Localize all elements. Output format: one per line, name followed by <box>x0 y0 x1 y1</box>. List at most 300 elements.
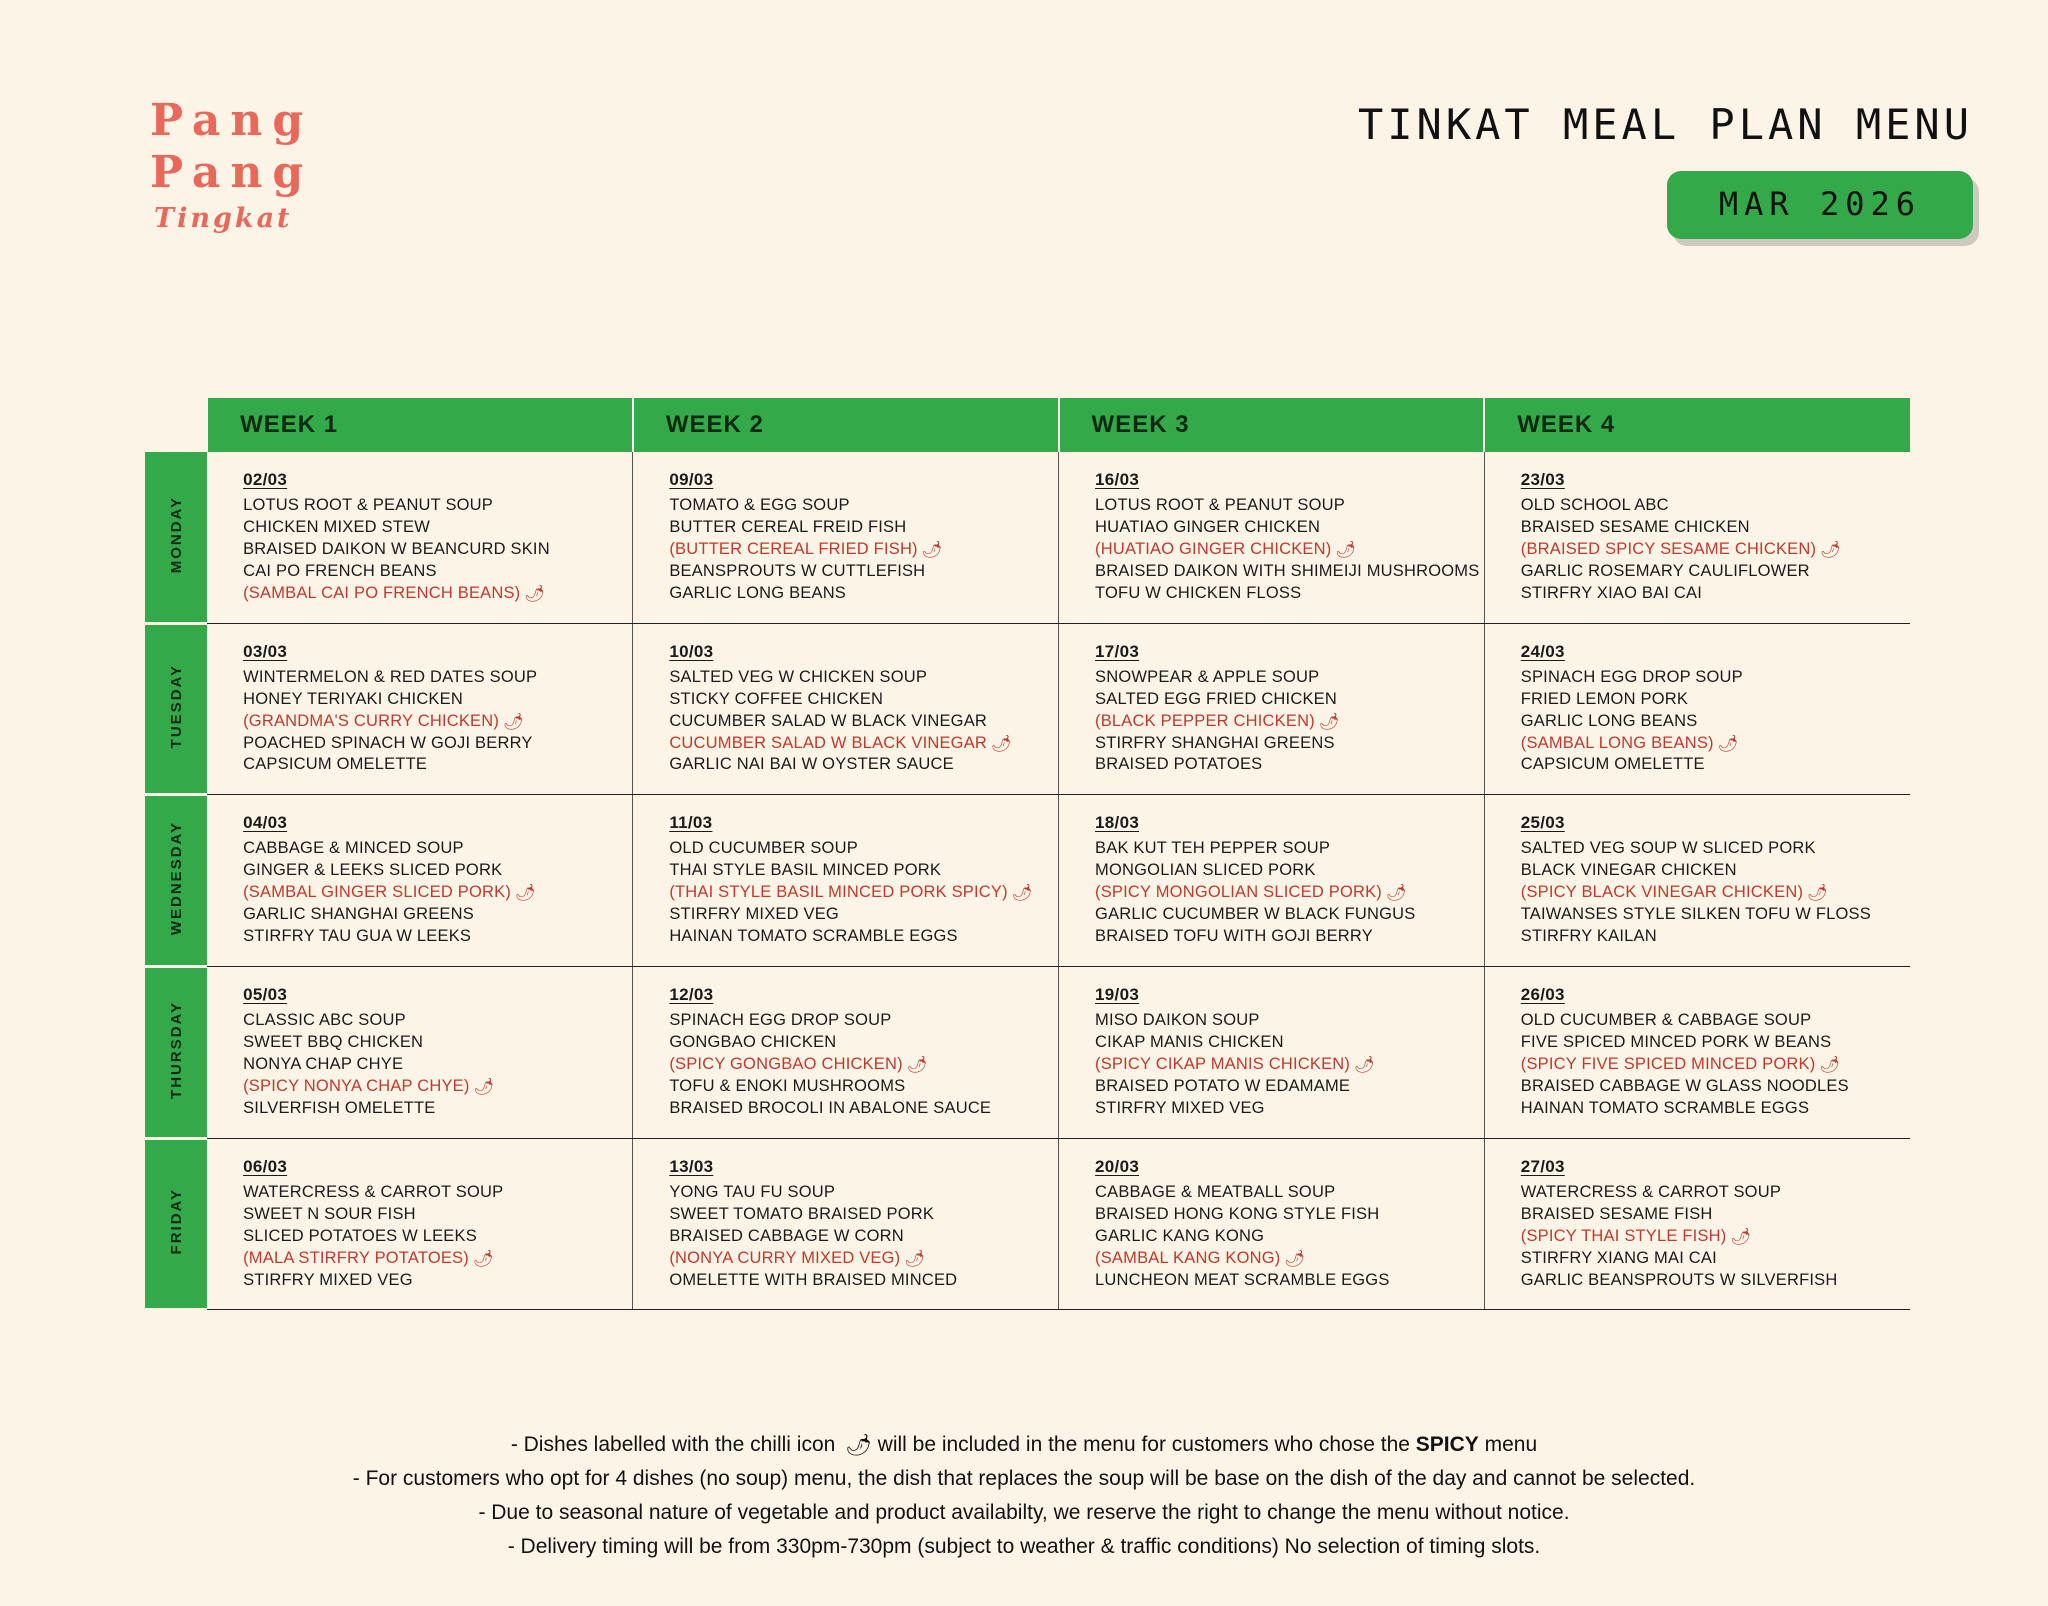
dish-list <box>243 838 616 948</box>
dish-name: CHICKEN MIXED STEW <box>243 517 431 536</box>
dish-name: (GRANDMA'S CURRY CHICKEN) <box>243 711 500 730</box>
table-row <box>145 623 1910 795</box>
dish-list <box>1095 1182 1468 1292</box>
dish-item <box>1521 495 1894 517</box>
menu-date: 06/03 <box>243 1156 288 1176</box>
dish-item <box>669 517 1042 539</box>
dish-name: SPINACH EGG DROP SOUP <box>669 1011 892 1030</box>
dish-item <box>1521 1054 1894 1076</box>
dish-list <box>1521 1010 1894 1120</box>
dish-item <box>243 689 616 711</box>
dish-item <box>1095 904 1468 926</box>
chilli-icon: 🌶 <box>921 540 943 559</box>
dish-list <box>243 667 616 777</box>
menu-cell <box>633 1138 1059 1310</box>
dish-name: LUNCHEON MEAT SCRAMBLE EGGS <box>1095 1270 1390 1289</box>
dish-item <box>243 1076 616 1098</box>
day-label-text: FRIDAY <box>167 1188 185 1255</box>
dish-item <box>1095 689 1468 711</box>
dish-item <box>243 1248 616 1270</box>
dish-item <box>243 561 616 583</box>
dish-name: STIRFRY MIXED VEG <box>669 905 839 924</box>
dish-item <box>669 733 1042 755</box>
dish-name: SALTED VEG SOUP W SLICED PORK <box>1520 839 1816 858</box>
dish-name: BRAISED DAIKON WITH SHIMEIJI MUSHROOMS <box>1095 561 1480 580</box>
dish-name: SPINACH EGG DROP SOUP <box>1520 667 1743 686</box>
chilli-icon: 🌶 <box>904 1249 926 1268</box>
dish-item <box>1095 838 1468 860</box>
day-label-monday <box>145 452 207 623</box>
page-header <box>0 0 2048 300</box>
dish-list <box>669 1010 1042 1120</box>
dish-item <box>1521 904 1894 926</box>
dish-name: NONYA CHAP CHYE <box>243 1054 404 1073</box>
dish-name: OLD CUCUMBER SOUP <box>669 839 858 858</box>
dish-name: GINGER & LEEKS SLICED PORK <box>243 861 503 880</box>
dish-name: FRIED LEMON PORK <box>1520 689 1689 708</box>
chilli-icon: 🌶 <box>1335 540 1357 559</box>
footnote-2: - For customers who opt for 4 dishes (no soup) menu, the dish that replaces the soup will be base on the dish of the day and cannot be selected. <box>352 1466 1696 1490</box>
dish-item <box>669 1182 1042 1204</box>
dish-item <box>1521 1270 1894 1292</box>
dish-item <box>669 904 1042 926</box>
dish-item <box>1095 1182 1468 1204</box>
menu-cell <box>633 795 1059 967</box>
dish-name: (HUATIAO GINGER CHICKEN) <box>1095 539 1332 558</box>
dish-name: GARLIC BEANSPROUTS W SILVERFISH <box>1520 1270 1838 1289</box>
dish-name: TAIWANSES STYLE SILKEN TOFU W FLOSS <box>1520 905 1871 924</box>
dish-item <box>1095 667 1468 689</box>
dish-name: (SPICY BLACK VINEGAR CHICKEN) <box>1520 883 1804 902</box>
corner-cell <box>145 398 207 452</box>
menu-date: 18/03 <box>1095 813 1140 833</box>
dish-item <box>669 711 1042 733</box>
menu-cell <box>1059 452 1485 623</box>
dish-item <box>243 667 616 689</box>
dish-name: HUATIAO GINGER CHICKEN <box>1095 517 1321 536</box>
chilli-icon: 🌶 <box>1354 1055 1376 1074</box>
dish-item <box>243 882 616 904</box>
dish-item <box>669 838 1042 860</box>
dish-name: SALTED EGG FRIED CHICKEN <box>1095 689 1337 708</box>
day-label-wednesday <box>145 795 207 967</box>
table-row <box>145 452 1910 623</box>
day-label-friday <box>145 1138 207 1310</box>
dish-name: BUTTER CEREAL FREID FISH <box>669 517 907 536</box>
dish-item <box>669 561 1042 583</box>
menu-cell <box>633 623 1059 795</box>
dish-name: (BRAISED SPICY SESAME CHICKEN) <box>1520 539 1817 558</box>
table-header-row <box>145 398 1910 452</box>
dish-list <box>669 495 1042 605</box>
dish-item <box>669 754 1042 776</box>
dish-item <box>1521 539 1894 561</box>
menu-date: 13/03 <box>669 1156 714 1176</box>
dish-name: STIRFRY TAU GUA W LEEKS <box>243 927 472 946</box>
dish-item <box>243 926 616 948</box>
dish-list <box>1095 667 1468 777</box>
dish-name: MONGOLIAN SLICED PORK <box>1095 861 1316 880</box>
dish-name: BRAISED SESAME CHICKEN <box>1520 517 1750 536</box>
dish-name: (SPICY NONYA CHAP CHYE) <box>243 1076 470 1095</box>
dish-item <box>669 539 1042 561</box>
dish-list <box>1095 838 1468 948</box>
dish-item <box>1095 1054 1468 1076</box>
dish-item <box>669 583 1042 605</box>
dish-name: STIRFRY MIXED VEG <box>1095 1098 1265 1117</box>
menu-cell <box>207 452 633 623</box>
month-badge: MAR 2026 <box>1667 171 1973 239</box>
dish-name: POACHED SPINACH W GOJI BERRY <box>243 733 533 752</box>
dish-item <box>1095 860 1468 882</box>
dish-item <box>1095 539 1468 561</box>
chilli-icon: 🌶 <box>1820 540 1842 559</box>
dish-item <box>669 1076 1042 1098</box>
dish-name: (MALA STIRFRY POTATOES) <box>243 1248 469 1267</box>
dish-item <box>1095 583 1468 605</box>
dish-name: GARLIC CUCUMBER W BLACK FUNGUS <box>1095 905 1416 924</box>
dish-name: HAINAN TOMATO SCRAMBLE EGGS <box>669 927 958 946</box>
dish-name: SILVERFISH OMELETTE <box>243 1098 436 1117</box>
dish-name: (SAMBAL LONG BEANS) <box>1520 733 1714 752</box>
dish-item <box>1521 882 1894 904</box>
dish-item <box>1095 882 1468 904</box>
dish-name: (SAMBAL KANG KONG) <box>1095 1248 1281 1267</box>
dish-item <box>1095 926 1468 948</box>
dish-name: STIRFRY XIANG MAI CAI <box>1520 1248 1717 1267</box>
dish-item <box>1521 517 1894 539</box>
menu-cell <box>207 623 633 795</box>
dish-name: CUCUMBER SALAD W BLACK VINEGAR <box>669 711 988 730</box>
dish-list <box>669 838 1042 948</box>
dish-list <box>1521 495 1894 605</box>
dish-item <box>1521 860 1894 882</box>
dish-name: SWEET N SOUR FISH <box>243 1204 416 1223</box>
dish-item <box>1095 495 1468 517</box>
chilli-icon: 🌶 <box>472 1249 495 1268</box>
menu-date: 25/03 <box>1520 813 1565 833</box>
dish-name: (SAMBAL CAI PO FRENCH BEANS) <box>243 583 521 602</box>
dish-name: CAPSICUM OMELETTE <box>1520 755 1705 774</box>
dish-name: BLACK VINEGAR CHICKEN <box>1520 861 1737 880</box>
day-label-text: THURSDAY <box>167 1000 185 1099</box>
dish-name: GARLIC LONG BEANS <box>1520 711 1698 730</box>
dish-name: (BLACK PEPPER CHICKEN) <box>1095 711 1315 730</box>
dish-item <box>1095 1226 1468 1248</box>
dish-name: LOTUS ROOT & PEANUT SOUP <box>243 496 494 514</box>
table-body <box>145 452 1910 1310</box>
dish-name: WINTERMELON & RED DATES SOUP <box>243 667 538 686</box>
dish-name: (SPICY FIVE SPICED MINCED PORK) <box>1520 1054 1816 1073</box>
dish-item <box>1521 711 1894 733</box>
dish-name: GARLIC SHANGHAI GREENS <box>243 905 474 924</box>
dish-name: GARLIC KANG KONG <box>1095 1226 1265 1245</box>
week-header-4: WEEK 4 <box>1484 398 1910 452</box>
chilli-icon: 🌶 <box>503 712 525 731</box>
chilli-icon: 🌶 <box>1819 1055 1841 1074</box>
menu-cell <box>1059 795 1485 967</box>
dish-name: (SPICY GONGBAO CHICKEN) <box>669 1054 903 1073</box>
dish-item <box>1521 667 1894 689</box>
dish-item <box>243 1226 616 1248</box>
day-label-text: WEDNESDAY <box>167 821 185 936</box>
day-label-text: TUESDAY <box>167 664 185 749</box>
dish-item <box>1521 1182 1894 1204</box>
dish-item <box>1521 733 1894 755</box>
dish-item <box>1095 711 1468 733</box>
chilli-icon: 🌶 <box>1730 1227 1752 1246</box>
dish-item <box>1521 1098 1894 1120</box>
dish-name: LOTUS ROOT & PEANUT SOUP <box>1095 496 1345 514</box>
chilli-icon: 🌶 <box>1011 884 1033 903</box>
dish-item <box>1095 1010 1468 1032</box>
chilli-icon: 🌶 <box>1318 712 1341 731</box>
dish-item <box>1095 517 1468 539</box>
dish-name: SALTED VEG W CHICKEN SOUP <box>669 667 928 686</box>
brand-logo <box>150 95 313 234</box>
menu-date: 10/03 <box>669 641 714 661</box>
menu-date: 03/03 <box>243 641 288 661</box>
menu-date: 19/03 <box>1095 985 1140 1005</box>
dish-item <box>669 882 1042 904</box>
dish-item <box>243 1010 616 1032</box>
footnote-1-bold: SPICY <box>1415 1432 1479 1456</box>
chilli-icon: 🌶 <box>1386 884 1408 903</box>
dish-item <box>669 1204 1042 1226</box>
dish-name: GARLIC LONG BEANS <box>669 583 847 602</box>
chilli-icon: 🌶 <box>515 884 537 903</box>
footnote-1-part-a: - Dishes labelled with the chilli icon <box>510 1432 842 1456</box>
dish-item <box>1095 754 1468 776</box>
menu-date: 20/03 <box>1095 1156 1140 1176</box>
dish-name: BRAISED CABBAGE W CORN <box>669 1226 904 1245</box>
menu-table <box>145 398 1910 1311</box>
menu-cell <box>207 967 633 1139</box>
dish-name: HONEY TERIYAKI CHICKEN <box>243 689 463 708</box>
dish-list <box>669 667 1042 777</box>
dish-item <box>669 1054 1042 1076</box>
dish-item <box>243 754 616 776</box>
dish-item <box>669 860 1042 882</box>
dish-item <box>243 1204 616 1226</box>
table-row <box>145 795 1910 967</box>
dish-name: CABBAGE & MEATBALL SOUP <box>1095 1182 1336 1201</box>
menu-cell <box>207 795 633 967</box>
brand-subtitle: Tingkat <box>154 202 293 234</box>
dish-item <box>243 517 616 539</box>
dish-list <box>1095 1010 1468 1120</box>
dish-item <box>243 1270 616 1292</box>
dish-name: MISO DAIKON SOUP <box>1095 1011 1260 1030</box>
dish-item <box>1095 1076 1468 1098</box>
dish-name: WATERCRESS & CARROT SOUP <box>243 1182 504 1201</box>
footnotes <box>0 1428 2048 1564</box>
dish-item <box>243 904 616 926</box>
dish-name: (SPICY MONGOLIAN SLICED PORK) <box>1095 883 1382 902</box>
chilli-icon: 🌶 <box>1284 1249 1306 1268</box>
dish-name: BRAISED BROCOLI IN ABALONE SAUCE <box>669 1098 992 1117</box>
dish-name: SWEET TOMATO BRAISED PORK <box>669 1204 935 1223</box>
menu-calendar <box>145 398 1910 1311</box>
menu-date: 23/03 <box>1520 470 1565 489</box>
dish-item <box>1521 1226 1894 1248</box>
menu-cell <box>633 452 1059 623</box>
dish-item <box>669 689 1042 711</box>
dish-name: STIRFRY XIAO BAI CAI <box>1520 583 1703 602</box>
brand-line-2: Pang <box>150 146 314 198</box>
dish-name: SNOWPEAR & APPLE SOUP <box>1095 667 1320 686</box>
dish-name: OLD CUCUMBER & CABBAGE SOUP <box>1520 1011 1812 1030</box>
dish-item <box>669 1270 1042 1292</box>
dish-name: CUCUMBER SALAD W BLACK VINEGAR <box>669 733 988 752</box>
menu-date: 27/03 <box>1520 1156 1565 1176</box>
dish-item <box>1521 689 1894 711</box>
menu-cell <box>207 1138 633 1310</box>
dish-name: TOFU & ENOKI MUSHROOMS <box>669 1076 906 1095</box>
dish-item <box>1521 1204 1894 1226</box>
dish-name: BRAISED SESAME FISH <box>1520 1204 1713 1223</box>
dish-item <box>243 539 616 561</box>
week-header-3: WEEK 3 <box>1059 398 1485 452</box>
dish-list <box>243 1182 616 1292</box>
brand-line-1: Pang <box>150 95 314 146</box>
dish-name: (SPICY CIKAP MANIS CHICKEN) <box>1095 1054 1351 1073</box>
dish-item <box>1521 1076 1894 1098</box>
dish-item <box>1095 733 1468 755</box>
dish-name: BRAISED TOFU WITH GOJI BERRY <box>1095 927 1373 946</box>
menu-cell <box>633 967 1059 1139</box>
chilli-icon: 🌶 <box>524 584 546 603</box>
menu-date: 05/03 <box>243 985 288 1005</box>
dish-item <box>243 1054 616 1076</box>
dish-name: BEANSPROUTS W CUTTLEFISH <box>669 561 926 580</box>
dish-name: OMELETTE WITH BRAISED MINCED <box>669 1270 958 1289</box>
dish-name: BRAISED HONG KONG STYLE FISH <box>1095 1204 1380 1223</box>
dish-item <box>1095 1032 1468 1054</box>
menu-cell <box>1484 967 1910 1139</box>
chilli-icon: 🌶 <box>1717 734 1739 753</box>
title-block <box>1358 100 1973 239</box>
dish-name: CIKAP MANIS CHICKEN <box>1095 1033 1284 1051</box>
dish-item <box>669 667 1042 689</box>
dish-item <box>1095 1204 1468 1226</box>
dish-name: HAINAN TOMATO SCRAMBLE EGGS <box>1520 1098 1810 1117</box>
dish-name: BRAISED CABBAGE W GLASS NOODLES <box>1520 1076 1849 1095</box>
footnote-4: - Delivery timing will be from 330pm-730pm (subject to weather & traffic conditions) No selection of timing slots. <box>507 1534 1541 1558</box>
dish-item <box>1521 583 1894 605</box>
dish-item <box>1095 1270 1468 1292</box>
dish-item <box>1095 561 1480 583</box>
footnote-1 <box>0 1428 2048 1462</box>
dish-name: WATERCRESS & CARROT SOUP <box>1520 1182 1782 1201</box>
dish-name: SWEET BBQ CHICKEN <box>243 1033 424 1051</box>
day-label-tuesday <box>145 623 207 795</box>
dish-name: STICKY COFFEE CHICKEN <box>669 689 884 708</box>
dish-item <box>1521 1248 1894 1270</box>
dish-item <box>243 495 616 517</box>
menu-date: 02/03 <box>243 470 288 489</box>
dish-item <box>243 711 616 733</box>
dish-item <box>243 583 616 605</box>
month-badge-wrap <box>1358 171 1973 239</box>
dish-name: STIRFRY SHANGHAI GREENS <box>1095 733 1335 752</box>
menu-cell <box>1484 623 1910 795</box>
menu-date: 26/03 <box>1520 985 1565 1005</box>
dish-item <box>243 1032 616 1054</box>
menu-date: 24/03 <box>1520 641 1565 661</box>
footnote-1-part-b: will be included in the menu for customers who chose the <box>871 1432 1416 1456</box>
dish-name: BRAISED POTATO W EDAMAME <box>1095 1076 1351 1095</box>
dish-item <box>669 926 1042 948</box>
dish-item <box>669 1226 1042 1248</box>
dish-list <box>1095 495 1480 605</box>
dish-item <box>1095 1098 1468 1120</box>
dish-item <box>1521 926 1894 948</box>
menu-date: 16/03 <box>1095 470 1140 489</box>
footnote-3: - Due to seasonal nature of vegetable and product availabilty, we reserve the right to change the menu without notice. <box>478 1500 1570 1524</box>
menu-date: 17/03 <box>1095 641 1140 661</box>
dish-item <box>669 1248 1042 1270</box>
dish-item <box>669 1098 1042 1120</box>
dish-list <box>1521 667 1894 777</box>
dish-name: CLASSIC ABC SOUP <box>243 1011 406 1030</box>
dish-list <box>1521 838 1894 948</box>
dish-name: STIRFRY MIXED VEG <box>243 1270 413 1289</box>
dish-item <box>1521 1010 1894 1032</box>
menu-cell <box>1059 623 1485 795</box>
dish-item <box>243 733 616 755</box>
dish-name: (SAMBAL GINGER SLICED PORK) <box>243 883 512 902</box>
dish-name: GONGBAO CHICKEN <box>669 1033 837 1051</box>
chilli-icon: 🌶 <box>991 734 1013 753</box>
chilli-icon: 🌶 <box>845 1433 872 1457</box>
menu-cell <box>1484 452 1910 623</box>
dish-item <box>1521 754 1894 776</box>
week-header-1: WEEK 1 <box>207 398 633 452</box>
dish-name: CAI PO FRENCH BEANS <box>243 561 437 580</box>
dish-name: (SPICY THAI STYLE FISH) <box>1520 1226 1727 1245</box>
dish-item <box>669 495 1042 517</box>
dish-name: CABBAGE & MINCED SOUP <box>243 839 464 858</box>
dish-list <box>1521 1182 1894 1292</box>
dish-name: BAK KUT TEH PEPPER SOUP <box>1095 839 1331 858</box>
table-row <box>145 967 1910 1139</box>
dish-name: GARLIC ROSEMARY CAULIFLOWER <box>1520 561 1810 580</box>
footnote-1-part-c: menu <box>1478 1432 1538 1456</box>
dish-name: SLICED POTATOES W LEEKS <box>243 1226 477 1245</box>
menu-cell <box>1484 1138 1910 1310</box>
dish-list <box>243 1010 616 1120</box>
menu-cell <box>1059 967 1485 1139</box>
dish-name: BRAISED POTATOES <box>1095 755 1263 774</box>
dish-item <box>1521 1032 1894 1054</box>
dish-name: OLD SCHOOL ABC <box>1520 496 1669 514</box>
dish-name: (NONYA CURRY MIXED VEG) <box>669 1248 901 1267</box>
page-title: TINKAT MEAL PLAN MENU <box>1357 100 1973 149</box>
menu-date: 12/03 <box>669 985 714 1005</box>
dish-item <box>669 1032 1042 1054</box>
dish-item <box>669 1010 1042 1032</box>
dish-name: TOMATO & EGG SOUP <box>669 496 850 514</box>
menu-cell <box>1484 795 1910 967</box>
week-header-2: WEEK 2 <box>633 398 1059 452</box>
dish-name: (THAI STYLE BASIL MINCED PORK SPICY) <box>669 883 1008 902</box>
dish-name: GARLIC NAI BAI W OYSTER SAUCE <box>669 755 954 774</box>
day-label-text: MONDAY <box>167 495 185 573</box>
chilli-icon: 🌶 <box>1807 884 1829 903</box>
dish-item <box>1521 838 1894 860</box>
dish-item <box>243 838 616 860</box>
